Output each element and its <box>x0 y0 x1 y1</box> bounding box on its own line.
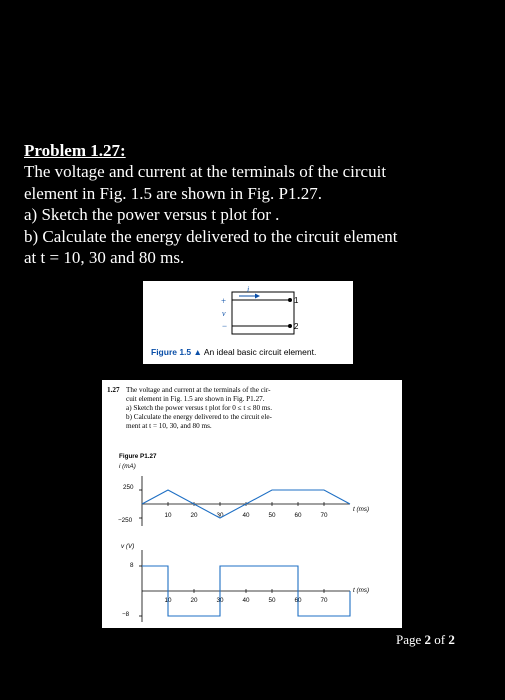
caption-text: An ideal basic circuit element. <box>203 347 317 357</box>
time-axis-label: t (ms) <box>353 506 370 513</box>
terminal-1-dot <box>288 298 292 302</box>
triangle-icon: ▲ <box>193 347 202 357</box>
voltage-x-tick-label: 30 <box>216 597 224 604</box>
page-prefix: Page <box>396 632 425 647</box>
figure-label: Figure P1.27 <box>119 453 157 460</box>
voltage-axis-label: v (V) <box>121 543 135 550</box>
excerpt-line: cuit element in Fig. 1.5 are shown in Fig. P1.27. <box>126 395 265 403</box>
current-x-tick-label: 20 <box>190 512 198 519</box>
terminal-2-label: 2 <box>294 322 299 331</box>
waveform-plots <box>102 380 402 628</box>
problem-line: The voltage and current at the terminals of the circuit <box>24 162 387 181</box>
current-x-tick-label: 30 <box>216 512 224 519</box>
excerpt-line: b) Calculate the energy delivered to the circuit ele- <box>126 413 272 421</box>
terminal-1-label: 1 <box>294 296 299 305</box>
current-x-tick-label: 10 <box>164 512 172 519</box>
excerpt-line: The voltage and current at the terminals of the cir- <box>126 386 271 394</box>
problem-line: a) Sketch the power versus t plot for . <box>24 205 280 224</box>
problem-statement <box>24 140 484 269</box>
problem-number: 1.27 <box>107 386 120 394</box>
voltage-label: v <box>222 309 226 318</box>
terminal-2-dot <box>288 324 292 328</box>
current-x-tick-label: 50 <box>268 512 276 519</box>
current-page: 2 <box>424 632 432 647</box>
circuit-element-diagram <box>143 281 353 347</box>
excerpt-line: a) Sketch the power versus t plot for 0 ≤ t ≤ 80 ms. <box>126 404 273 412</box>
circuit-element-box <box>232 292 294 334</box>
problem-line: b) Calculate the energy delivered to the circuit element <box>24 226 398 246</box>
excerpt-line: ment at t = 10, 30, and 80 ms. <box>126 422 212 430</box>
time-axis-label: t (ms) <box>353 587 370 594</box>
problem-line: at t = 10, 30 and 80 ms. <box>24 248 185 267</box>
voltage-x-tick-label: 20 <box>190 597 198 604</box>
current-x-tick-label: 60 <box>294 512 302 519</box>
voltage-x-tick-label: 10 <box>164 597 172 604</box>
voltage-x-tick-label: 60 <box>294 597 302 604</box>
voltage-x-tick-label: 40 <box>242 597 250 604</box>
current-axis-label: i (mA) <box>119 463 136 470</box>
ytick-label: 8 <box>130 562 134 569</box>
ytick-label: 250 <box>123 484 134 491</box>
plus-sign: + <box>221 296 227 306</box>
textbook-excerpt <box>102 380 402 628</box>
page-middle: of <box>431 632 449 647</box>
ytick-label: −8 <box>122 611 130 618</box>
total-pages: 2 <box>448 632 455 647</box>
problem-title: Problem 1.27: <box>24 141 126 160</box>
minus-sign: − <box>222 321 228 331</box>
current-x-tick-label: 70 <box>320 512 328 519</box>
current-x-tick-label: 40 <box>242 512 250 519</box>
current-label: i <box>247 285 250 294</box>
figure-caption <box>151 347 316 357</box>
page-indicator <box>396 632 455 648</box>
voltage-x-tick-label: 50 <box>268 597 276 604</box>
ytick-label: −250 <box>118 517 133 524</box>
voltage-x-tick-label: 70 <box>320 597 328 604</box>
problem-line: element in Fig. 1.5 are shown in Fig. P1.27. <box>24 183 322 203</box>
figure-1-5 <box>143 281 353 364</box>
caption-label: Figure 1.5 <box>151 347 192 357</box>
